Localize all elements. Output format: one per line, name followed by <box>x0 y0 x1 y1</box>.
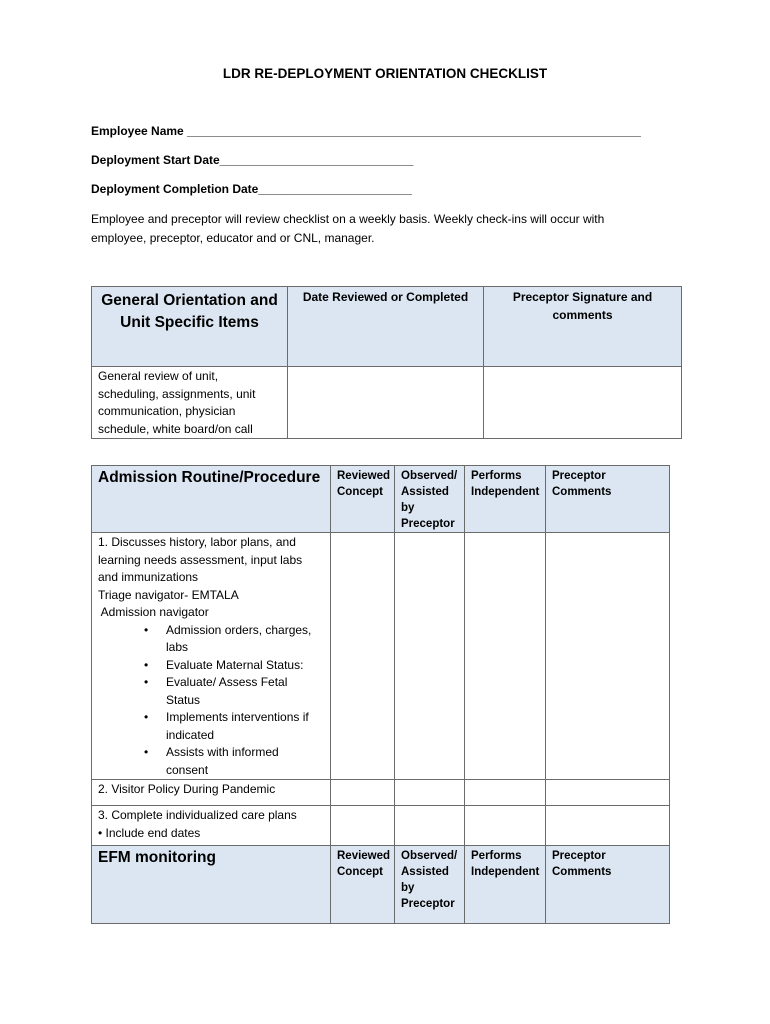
item-1-line: Admission navigator <box>98 605 209 619</box>
admission-routine-heading: Admission Routine/Procedure <box>92 466 331 533</box>
admission-item-3 <box>92 806 331 846</box>
observed-assisted-header: Observed/ Assisted by Preceptor <box>395 466 465 533</box>
reviewed-concept-cell[interactable] <box>331 533 395 780</box>
item-3-line: 3. Complete individualized care plans <box>98 808 297 822</box>
preceptor-comments-cell[interactable] <box>546 806 670 846</box>
preceptor-comments-header: Preceptor Comments <box>546 466 670 533</box>
admission-checklist-table <box>91 465 670 924</box>
preceptor-signature-header: Preceptor Signature and comments <box>484 287 682 367</box>
observed-assisted-cell[interactable] <box>395 780 465 806</box>
date-reviewed-header: Date Reviewed or Completed <box>288 287 484 367</box>
preceptor-comments-header: Preceptor Comments <box>546 846 670 924</box>
table-row <box>92 533 670 780</box>
intro-line-2: employee, preceptor, educator and or CNL, manager. <box>91 231 375 245</box>
table-row <box>92 367 682 439</box>
list-item: • Evaluate/ Assess Fetal Status <box>166 674 324 709</box>
admission-header-row <box>92 466 670 533</box>
table-row <box>92 806 670 846</box>
page-title: LDR RE-DEPLOYMENT ORIENTATION CHECKLIST <box>222 66 548 81</box>
item-1-line: 1. Discusses history, labor plans, and <box>98 535 296 549</box>
deployment-start-date-field[interactable]: Deployment Start Date_____________________________ <box>91 153 414 167</box>
employee-name-field[interactable]: Employee Name ____________________________________________________________________ <box>91 124 641 138</box>
item-1-line: learning needs assessment, input labs <box>98 552 303 567</box>
preceptor-comments-cell[interactable] <box>546 533 670 780</box>
general-review-item: General review of unit, scheduling, assignments, unit communication, physician schedule, white board/on call <box>92 367 288 439</box>
observed-assisted-header: Observed/ Assisted by Preceptor <box>395 846 465 924</box>
date-reviewed-cell[interactable] <box>288 367 484 439</box>
reviewed-concept-cell[interactable] <box>331 806 395 846</box>
list-item: • Admission orders, charges, labs <box>166 622 324 657</box>
list-item: • Evaluate Maternal Status: <box>166 657 324 675</box>
performs-independent-cell[interactable] <box>465 806 546 846</box>
general-table-header-row <box>92 287 682 367</box>
general-orientation-table <box>91 286 682 439</box>
observed-assisted-cell[interactable] <box>395 806 465 846</box>
item-1-bullet-list <box>98 622 324 780</box>
general-orientation-heading: General Orientation and Unit Specific Items <box>92 287 288 367</box>
intro-line-1: Employee and preceptor will review checklist on a weekly basis. Weekly check-ins will occur with <box>91 212 605 226</box>
reviewed-concept-header: Reviewed Concept <box>331 846 395 924</box>
observed-assisted-cell[interactable] <box>395 533 465 780</box>
item-1-line: Triage navigator- EMTALA <box>98 587 239 602</box>
performs-independent-header: Performs Independent <box>465 466 546 533</box>
item-3-line: • Include end dates <box>98 825 201 840</box>
efm-monitoring-heading: EFM monitoring <box>92 846 331 924</box>
item-1-line: and immunizations <box>98 570 199 584</box>
list-item: • Implements interventions if indicated <box>166 709 324 744</box>
reviewed-concept-header: Reviewed Concept <box>331 466 395 533</box>
intro-paragraph <box>91 210 671 248</box>
performs-independent-cell[interactable] <box>465 533 546 780</box>
deployment-completion-date-field[interactable]: Deployment Completion Date_______________________ <box>91 182 412 196</box>
list-item: • Assists with informed consent <box>166 744 324 779</box>
preceptor-signature-cell[interactable] <box>484 367 682 439</box>
admission-item-2: 2. Visitor Policy During Pandemic <box>92 780 331 806</box>
performs-independent-header: Performs Independent <box>465 846 546 924</box>
efm-header-row <box>92 846 670 924</box>
reviewed-concept-cell[interactable] <box>331 780 395 806</box>
table-row <box>92 780 670 806</box>
preceptor-comments-cell[interactable] <box>546 780 670 806</box>
performs-independent-cell[interactable] <box>465 780 546 806</box>
admission-item-1 <box>92 533 331 780</box>
